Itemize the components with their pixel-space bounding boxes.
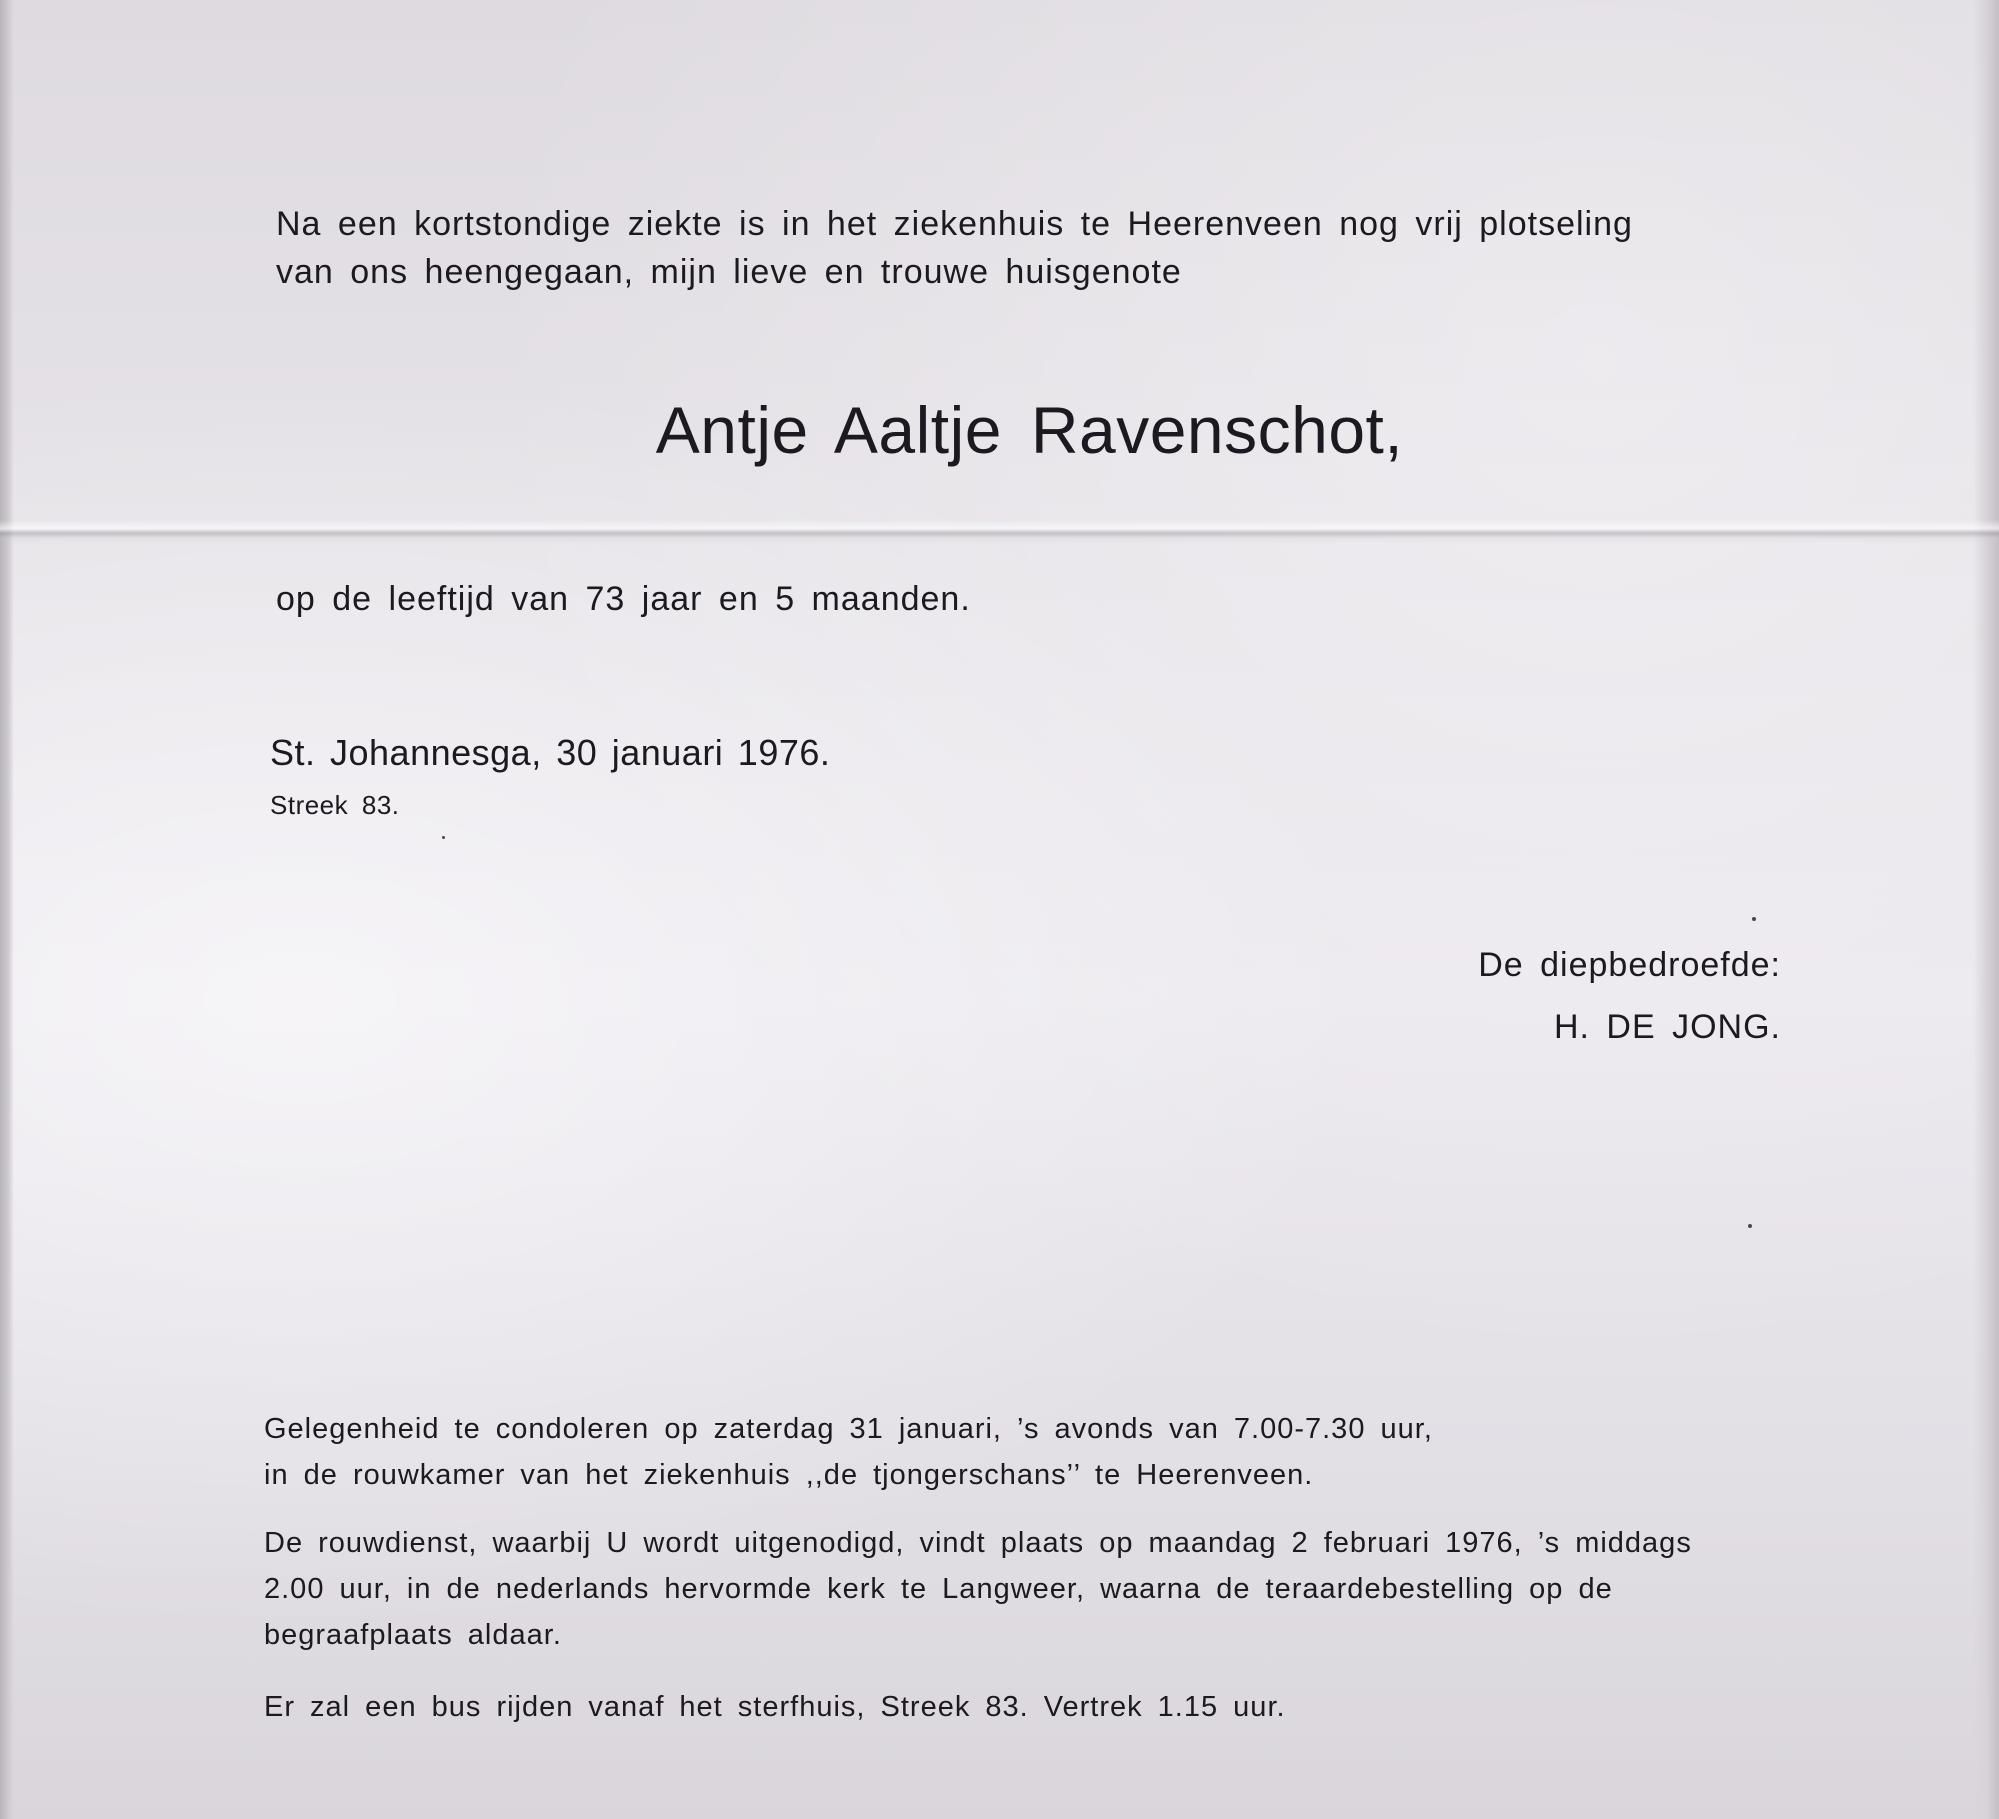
bus-paragraph bbox=[264, 1684, 1286, 1730]
mourner-label: De diepbedroefde: bbox=[1478, 946, 1781, 984]
condolence-line-1: Gelegenheid te condoleren op zaterdag 31 januari, ’s avonds van 7.00-7.30 uur, bbox=[264, 1413, 1433, 1445]
deceased-name: Antje Aaltje Ravenschot, bbox=[655, 393, 1404, 467]
mourner-name: H. DE JONG. bbox=[1553, 1008, 1781, 1046]
service-line-3: begraafplaats aldaar. bbox=[264, 1619, 562, 1651]
place-date: St. Johannesga, 30 januari 1976. bbox=[270, 732, 831, 773]
intro-line-1: Na een kortstondige ziekte is in het ziekenhuis te Heerenveen nog vrij plotseling bbox=[276, 205, 1633, 243]
service-line-2: 2.00 uur, in de nederlands hervormde kerk te Langweer, waarna de teraardebestelling op de bbox=[264, 1573, 1613, 1605]
paper-speck bbox=[1752, 917, 1756, 921]
mourner-block bbox=[1478, 934, 1781, 1058]
intro-line-2: van ons heengegaan, mijn lieve en trouwe huisgenote bbox=[276, 253, 1182, 291]
bus-line: Er zal een bus rijden vanaf het sterfhuis, Streek 83. Vertrek 1.15 uur. bbox=[264, 1691, 1286, 1723]
condolence-line-2: in de rouwkamer van het ziekenhuis ,,de tjongerschans’’ te Heerenveen. bbox=[264, 1459, 1314, 1491]
street-address: Streek 83. bbox=[270, 790, 400, 820]
age-line: op de leeftijd van 73 jaar en 5 maanden. bbox=[276, 580, 971, 618]
paper-left-edge-shadow bbox=[0, 0, 14, 1819]
paper-right-edge-shadow bbox=[1973, 0, 1999, 1819]
intro-paragraph bbox=[276, 200, 1633, 296]
condolence-paragraph bbox=[264, 1406, 1433, 1498]
paper-speck bbox=[442, 836, 445, 839]
paper-speck bbox=[1748, 1224, 1752, 1228]
paper-fold-crease bbox=[0, 520, 1999, 544]
service-line-1: De rouwdienst, waarbij U wordt uitgenodigd, vindt plaats op maandag 2 februari 1976, ’s middags bbox=[264, 1527, 1692, 1559]
service-paragraph bbox=[264, 1520, 1692, 1658]
